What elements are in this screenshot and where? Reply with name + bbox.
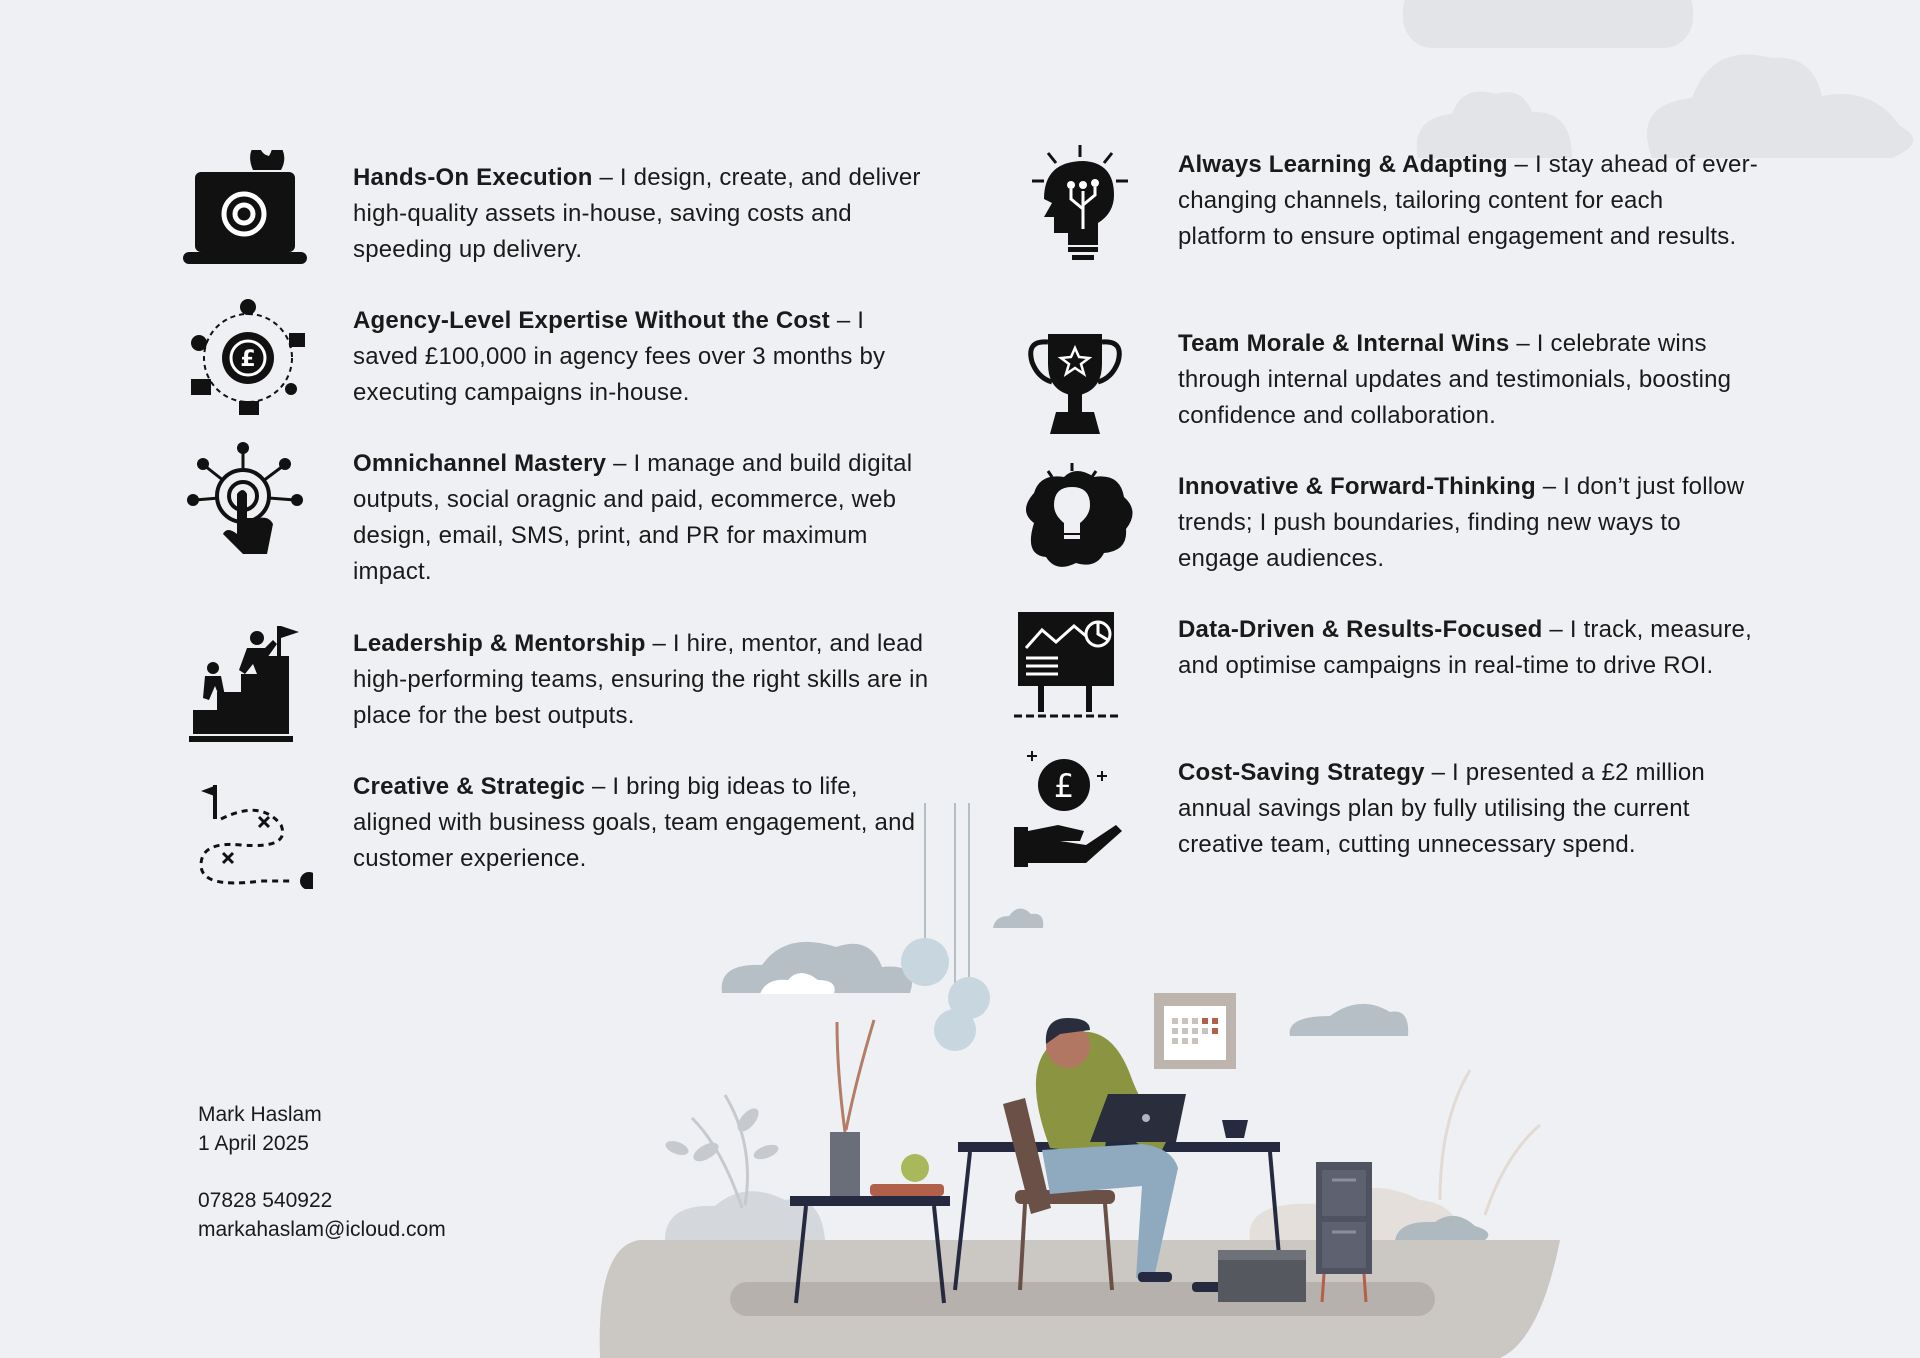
brain-bulb-icon	[1008, 459, 1138, 589]
item-cost-saving	[1053, 755, 1758, 863]
item-title: Creative & Strategic	[353, 773, 586, 800]
item-text: – I celebrate wins through internal updates and testimonials, boosting confidence and collaboration.	[1178, 330, 1732, 429]
item-text: – I hire, mentor, and lead high-performing teams, ensuring the right skills are in place for the best outputs.	[353, 630, 929, 729]
contact-name: Mark Haslam	[198, 1103, 322, 1126]
item-text: – I bring big ideas to life, aligned with business goals, team engagement, and customer experience.	[353, 773, 916, 872]
item-text: – I manage and build digital outputs, social oragnic and paid, ecommerce, web design, email, SMS, print, and PR for maximum impact.	[353, 450, 913, 585]
analytics-board-icon	[1008, 602, 1138, 732]
head-bulb-icon	[1008, 139, 1138, 269]
item-omnichannel-mastery	[353, 446, 933, 590]
item-text: – I don’t just follow trends; I push boundaries, finding new ways to engage audiences.	[1178, 473, 1745, 572]
item-text: – I presented a £2 million annual savings plan by fully utilising the current creative team, cutting unnecessary spend.	[1178, 759, 1705, 858]
item-team-morale	[1178, 326, 1758, 434]
touch-network-icon	[183, 436, 313, 566]
item-title: Hands-On Execution	[353, 164, 593, 191]
item-title: Agency-Level Expertise Without the Cost	[353, 307, 830, 334]
item-text: – I track, measure, and optimise campaigns in real-time to drive ROI.	[1178, 616, 1752, 679]
item-text: – I saved £100,000 in agency fees over 3 months by executing campaigns in-house.	[353, 307, 886, 406]
strategy-path-icon	[183, 759, 313, 889]
contact-phone: 07828 540922	[198, 1189, 333, 1212]
item-hands-on-execution	[353, 160, 933, 268]
laptop-fire-icon	[183, 150, 313, 280]
item-title: Leadership & Mentorship	[353, 630, 646, 657]
item-innovative	[1178, 469, 1758, 577]
item-always-learning	[1178, 147, 1758, 255]
item-text: – I design, create, and deliver high-quality assets in-house, saving costs and speeding up delivery.	[353, 164, 921, 263]
item-title: Always Learning & Adapting	[1178, 151, 1508, 178]
pound-cycle-icon	[183, 293, 313, 423]
item-title: Cost-Saving Strategy	[1178, 759, 1425, 786]
svg-text:£: £	[1053, 767, 1075, 805]
trophy-icon	[1008, 316, 1138, 446]
svg-text:£: £	[240, 347, 256, 372]
item-leadership-mentorship	[353, 626, 933, 734]
item-title: Innovative & Forward-Thinking	[1178, 473, 1536, 500]
item-title: Omnichannel Mastery	[353, 450, 607, 477]
contact-block	[198, 1100, 446, 1244]
item-title: Data-Driven & Results-Focused	[1178, 616, 1543, 643]
item-text: – I stay ahead of ever-changing channels, tailoring content for each platform to ensure optimal engagement and results.	[1178, 151, 1758, 250]
stairs-climb-icon	[183, 616, 313, 746]
item-agency-expertise	[240, 303, 933, 411]
item-creative-strategic	[353, 769, 933, 877]
item-title: Team Morale & Internal Wins	[1178, 330, 1510, 357]
contact-date: 1 April 2025	[198, 1132, 309, 1155]
item-data-driven	[1178, 612, 1758, 684]
contact-email: markahaslam@icloud.com	[198, 1218, 446, 1241]
hand-pound-icon	[1008, 745, 1138, 875]
